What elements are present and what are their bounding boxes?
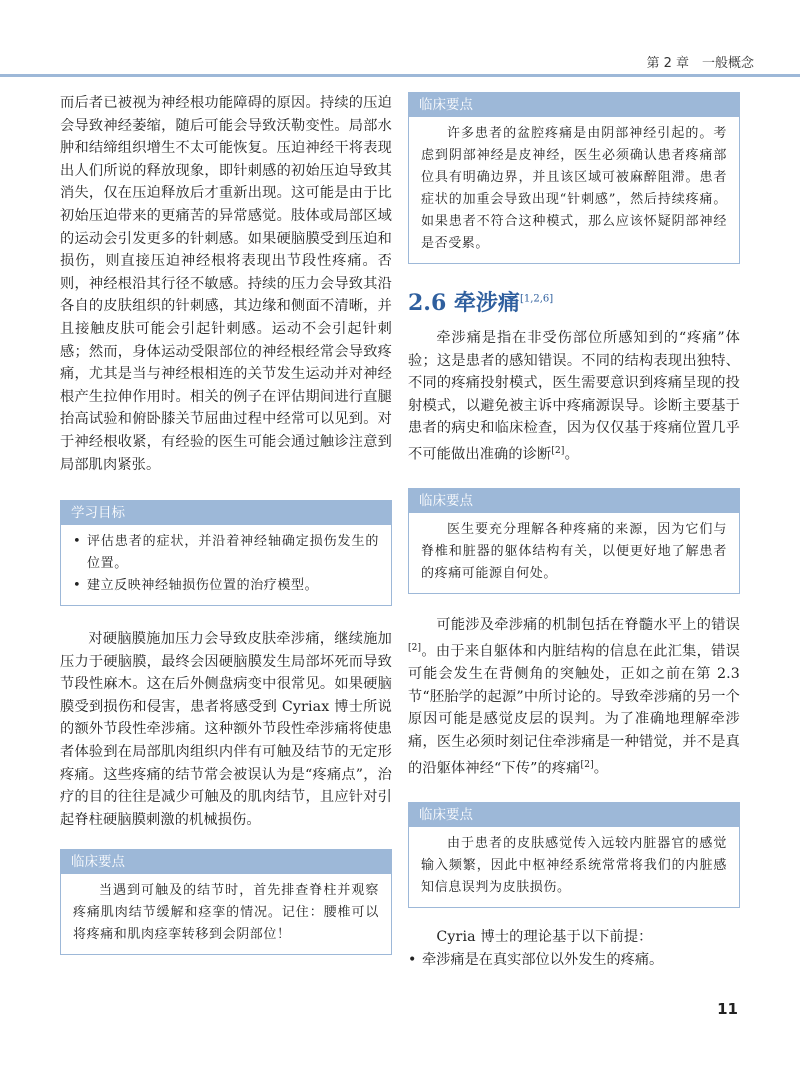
- left-paragraph-2: 对硬脑膜施加压力会导致皮肤牵涉痛，继续施加压力于硬脑膜，最终会因硬脑膜发生局部坏死而导致节段性麻木。这在后外侧盘病变中很常见。如果硬脑膜受到损伤和侵害，患者将感受到 Cyriax 博士所说的额外节段性牵涉痛。这种额外节段性牵涉痛将使患者体验到在局部肌肉组织内伴有可触及结节的无定形疼痛。这些疼痛的结节常会被误认为是“疼痛点”，治疗的目的往往是减少可触及的肌肉结节，且应针对引起脊柱硬脑膜刺激的机械损伤。: [60, 631, 392, 828]
- clinical-point-text: 由于患者的皮肤感觉传入远较内脏器官的感觉输入频繁，因此中枢神经系统常常将我们的内脏感知信息误判为皮肤损伤。: [421, 835, 727, 895]
- section-title: 2.6 牵涉痛: [408, 290, 520, 316]
- right-paragraph-1: 牵涉痛是指在非受伤部位所感知到的“疼痛”体验；这是患者的感知错误。不同的结构表现出独特、不同的疼痛投射模式，医生需要意识到疼痛呈现的投射模式，以避免被主诉中疼痛源误导。诊断主要基于患者的病史和临床检查，因为仅仅基于疼痛位置几乎不可能做出准确的诊断[2]。: [408, 330, 740, 463]
- clinical-point-title: 临床要点: [409, 803, 739, 827]
- clinical-point-text: 当遇到可触及的结节时，首先排查脊柱并观察疼痛肌肉结节缓解和痉挛的情况。记住：腰椎可以将疼痛和肌肉痉挛转移到会阴部位！: [73, 883, 379, 943]
- citation: [2]: [551, 445, 565, 456]
- clinical-point-title: 临床要点: [61, 850, 391, 874]
- citation: [2]: [408, 642, 422, 653]
- left-paragraph-1: 而后者已被视为神经根功能障碍的原因。持续的压迫会导致神经萎缩，随后可能会导致沃勒变性。局部水肿和结缔组织增生不太可能恢复。压迫神经干将表现出人们所说的释放现象，即针刺感的初始压迫导致其消失，仅在压迫释放后才重新出现。这可能是由于比初始压迫带来的更痛苦的异常感觉。肢体或局部区域的运动会引发更多的针刺感。如果硬脑膜受到压迫和损伤，则直接压迫神经根将表现出节段性疼痛。否则，神经根沿其行径不敏感。持续的压力会导致其沿各自的皮肤组织的针刺感，其边缘和侧面不清晰，并且接触皮肤可能会引起针刺感。运动不会引起针刺感；然而，身体运动受限部位的神经根经常会导致疼痛，尤其是当与神经根相连的关节发生运动并对神经根产生拉伸作用时。相关的例子在评估期间进行直腿抬高试验和俯卧膝关节屈曲过程中经常可以见到。对于神经根收紧，有经验的医生可能会通过触诊注意到局部肌肉紧张。: [60, 95, 392, 473]
- running-header: [0, 44, 800, 77]
- clinical-point-text: 医生要充分理解各种疼痛的来源，因为它们与脊椎和脏器的躯体结构有关，以便更好地了解患者的疼痛可能源自何处。: [421, 522, 727, 582]
- learning-goal-item: • 建立反映神经轴损伤位置的治疗模型。: [73, 575, 379, 597]
- clinical-point-text: 许多患者的盆腔疼痛是由阴部神经引起的。考虑到阴部神经是皮神经，医生必须确认患者疼痛部位具有明确边界，并且该区域可被麻醉阻滞。患者症状的加重会导致出现“针刺感”，然后持续疼痛。如果患者不符合这种模式，那么应该怀疑阴部神经是否受累。: [421, 126, 727, 251]
- right-paragraph-2: 可能涉及牵涉痛的机制包括在脊髓水平上的错误[2]。由于来自躯体和内脏结构的信息在此汇集，错误可能会发生在背侧角的突触处，正如之前在第 2.3 节“胚胎学的起源”中所讨论的。导致牵涉痛的另一个原因可能是感觉皮层的误判。为了准确地理解牵涉痛，医生必须时刻记住牵涉痛是一种错觉，并不是真的沿躯体神经“下传”的疼痛[2]。: [408, 617, 740, 777]
- clinical-point-box-3: [408, 802, 740, 908]
- premise-list: [408, 949, 740, 971]
- learning-goal-item: • 评估患者的症状，并沿着神经轴确定损伤发生的位置。: [73, 531, 379, 575]
- premise-item: • 牵涉痛是在真实部位以外发生的疼痛。: [408, 949, 740, 971]
- clinical-point-title: 临床要点: [409, 93, 739, 117]
- section-heading: [408, 286, 740, 317]
- section-refs: [1,2,6]: [519, 293, 554, 305]
- learning-goals-title: 学习目标: [61, 501, 391, 525]
- clinical-point-box-2: [408, 488, 740, 594]
- right-paragraph-3: Cyria 博士的理论基于以下前提：: [436, 928, 653, 945]
- page-number: 11: [717, 1000, 738, 1018]
- clinical-point-title: 临床要点: [409, 489, 739, 513]
- learning-goals-list: [73, 531, 379, 597]
- right-column: [408, 92, 740, 971]
- chapter-label: 第 2 章 一般概念: [638, 52, 754, 71]
- clinical-point-box-1: [408, 92, 740, 264]
- learning-goals-box: [60, 500, 392, 606]
- left-column: [60, 92, 392, 955]
- clinical-point-box-left: [60, 849, 392, 955]
- citation: [2]: [580, 759, 594, 770]
